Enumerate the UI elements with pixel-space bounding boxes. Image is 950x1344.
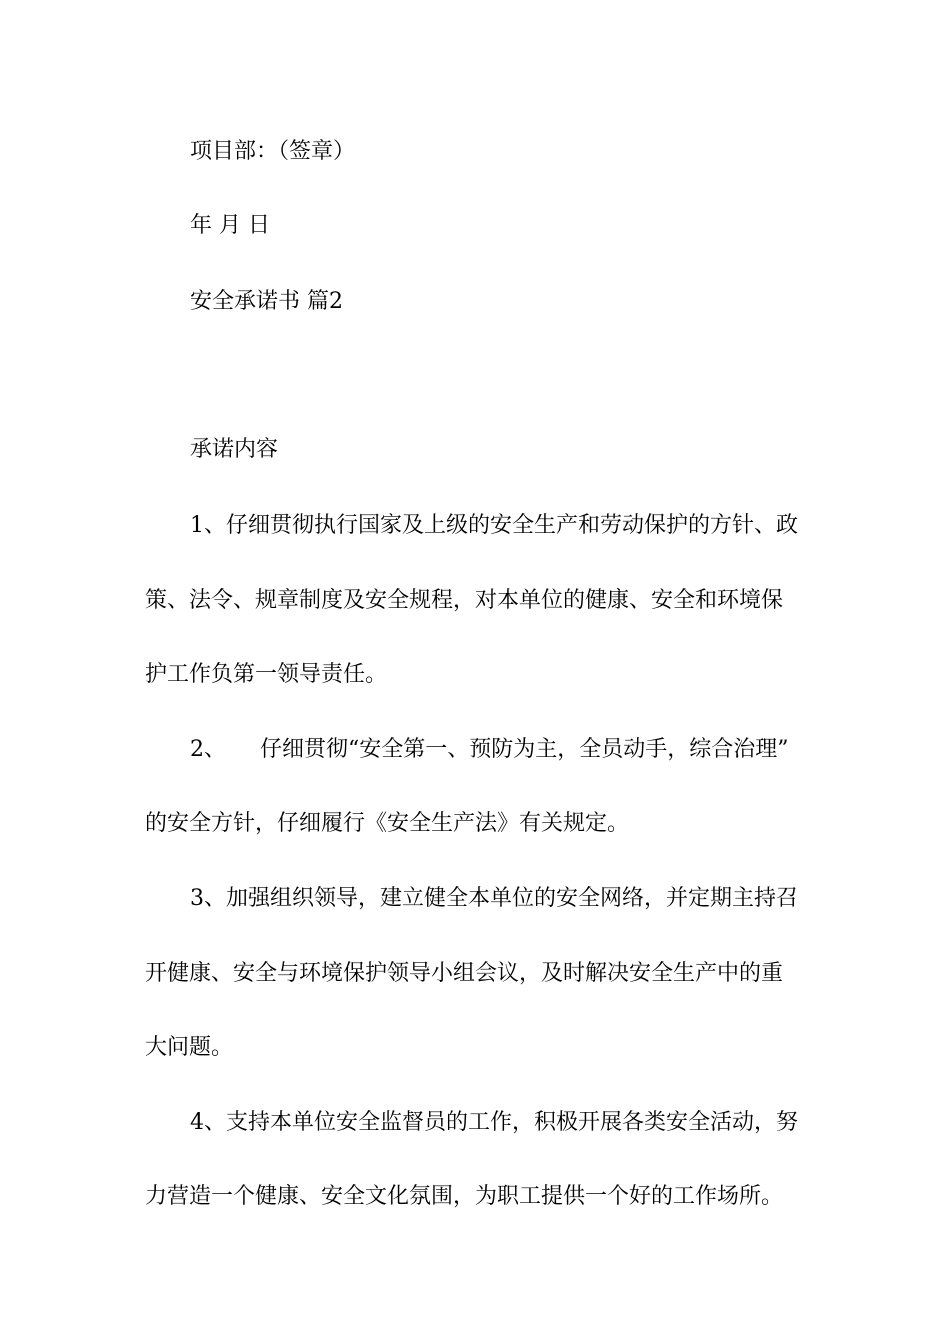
paragraph-1-line-1: 1、仔细贯彻执行国家及上级的安全生产和劳动保护的方针、政 [190,513,798,538]
paragraph-2-line-2: 的安全方针，仔细履行《安全生产法》有关规定。 [145,811,630,836]
commitment-heading: 承诺内容 [190,437,279,462]
paragraph-1-line-2: 策、法令、规章制度及安全规程，对本单位的健康、安全和环境保 [145,588,784,613]
paragraph-2-text: 仔细贯彻“安全第一、预防为主，全员动手，综合治理” [260,737,789,762]
paragraph-2-line-1 [190,736,789,764]
paragraph-4-line-1: 4、支持本单位安全监督员的工作，积极开展各类安全活动，努 [190,1110,798,1135]
project-dept-signature-line: 项目部：（签章） [190,139,356,164]
paragraph-4-line-2: 力营造一个健康、安全文化氛围，为职工提供一个好的工作场所。 [145,1184,784,1209]
date-line: 年 月 日 [190,213,270,238]
paragraph-1-line-3: 护工作负第一领导责任。 [145,662,388,687]
paragraph-2-number: 2、 [190,737,226,762]
paragraph-3-line-2: 开健康、安全与环境保护领导小组会议，及时解决安全生产中的重 [145,961,784,986]
paragraph-3-line-1: 3、加强组织领导，建立健全本单位的安全网络，并定期主持召 [190,886,798,911]
paragraph-3-line-3: 大问题。 [145,1035,234,1060]
section-title: 安全承诺书 篇2 [190,289,343,314]
